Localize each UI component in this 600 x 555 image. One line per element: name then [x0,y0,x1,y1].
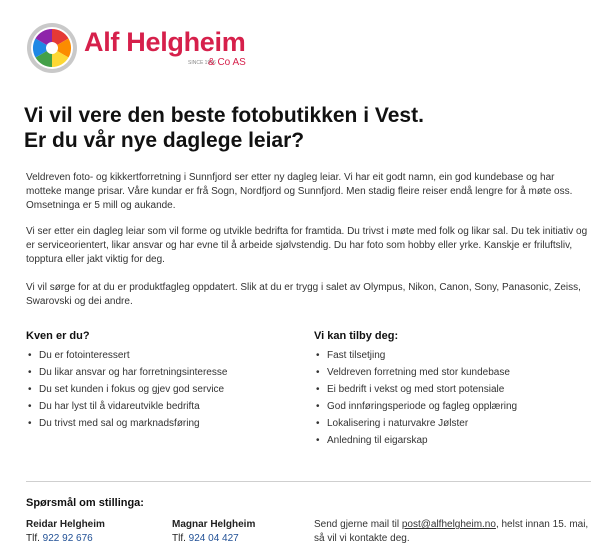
who-are-you-list [26,347,227,432]
list-item: • Fast tilsetjing [314,347,517,364]
list-item: • Du likar ansvar og har forretningsinteresse [26,364,227,381]
apply-text-before: Send gjerne mail til [314,519,402,530]
we-offer-heading: Vi kan tilby deg: [314,330,399,342]
section-divider [26,481,591,482]
list-item: • Anledning til eigarskap [314,432,517,449]
contact-phone-row [26,532,105,546]
list-item: • Veldreven forretning med stor kundebase [314,364,517,381]
list-item: • Du har lyst til å vidareutvikle bedrifta [26,398,227,415]
list-item: • God innføringsperiode og fagleg opplæring [314,398,517,415]
contact-person-1 [26,518,105,546]
contact-phone-row [172,532,255,546]
logo-small-text: SINCE 1946 [188,60,216,66]
intro-paragraph-3: Vi vil sørge for at du er produktfagleg oppdatert. Slik at du er trygg i salet av Olympus, Nikon, Canon, Sony, Panasonic, Zeiss, Swarovski og dei andre. [26,282,581,307]
phone-link[interactable]: 922 92 676 [42,533,93,544]
aperture-logo-icon [26,22,78,74]
list-item: • Du trivst med sal og marknadsføring [26,415,227,432]
contact-name: Reidar Helgheim [26,519,105,530]
apply-instructions [314,518,594,546]
page-headline [24,103,584,153]
apply-text-after: , helst innan 15. mai, så vil vi kontakte deg. [314,519,589,544]
contact-name: Magnar Helgheim [172,519,256,530]
we-offer-list [314,347,517,449]
phone-label: Tlf. [172,533,189,544]
intro-paragraph-1: Veldreven foto- og kikkertforretning i Sunnfjord ser etter ny dagleg leiar. Vi har eit godt namn, ein god kundebase og har motteke mange prisar. Våre kundar er frå Sogn, Nordfjord og Sunnfjord. Men stadig fleire reiser endå lengre for å møte oss. Omsetninga er 5 mill og aukande. [26,172,573,211]
contact-heading: Spørsmål om stillinga: [26,497,144,509]
company-logo [26,22,256,72]
phone-label: Tlf. [26,533,43,544]
headline-line-1: Vi vil vere den beste fotobutikken i Vest. [24,104,424,127]
logo-subtitle: & Co AS [208,57,246,68]
intro-paragraph-2: Vi ser etter ein dagleg leiar som vil forme og utvikle bedrifta for framtida. Du trivst i møte med folk og likar sal. Du tek initiativ og er serviceorientert, likar ansvar og har evne til å arbeide sjølvstendig. Du har foto som hobby eller yrke. Kanskje er friluftsliv, topptura eller jakt viktig for deg. [26,226,588,265]
contact-person-2 [172,518,255,546]
list-item: • Du set kunden i fokus og gjev god service [26,381,227,398]
phone-link[interactable]: 924 04 427 [188,533,239,544]
headline-line-2: Er du vår nye daglege leiar? [24,129,305,152]
list-item: • Du er fotointeressert [26,347,227,364]
logo-name: Alf Helgheim [84,27,246,57]
list-item: • Lokalisering i naturvakre Jølster [314,415,517,432]
who-are-you-heading: Kven er du? [26,330,90,342]
email-link[interactable]: post@alfhelgheim.no [401,519,496,530]
list-item: • Ei bedrift i vekst og med stort potensiale [314,381,517,398]
